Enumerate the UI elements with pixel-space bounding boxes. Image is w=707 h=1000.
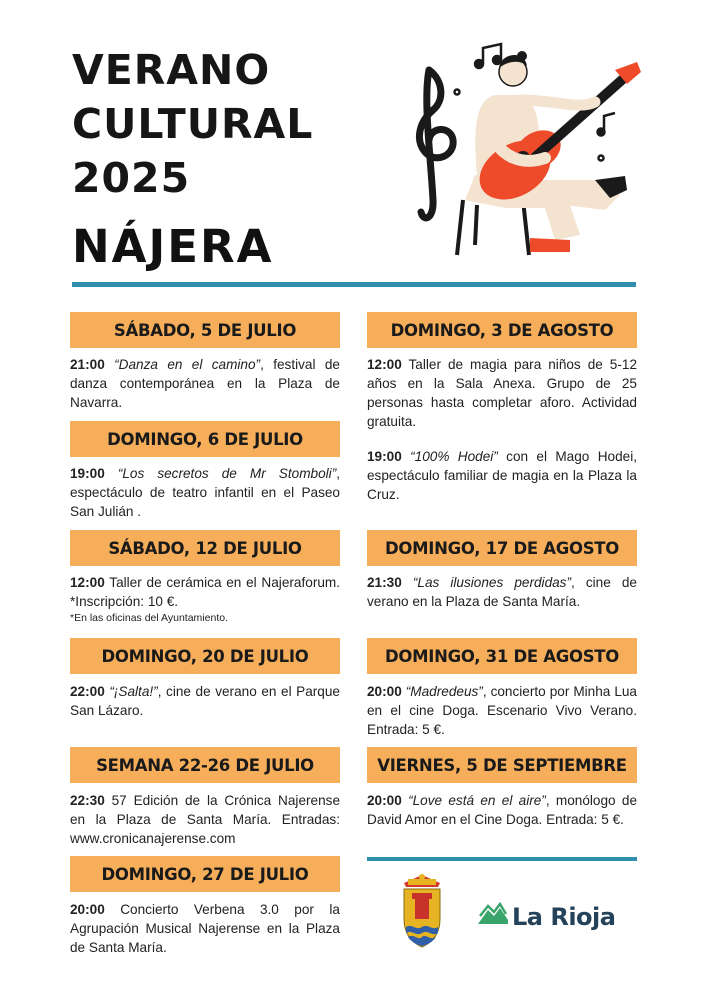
header-domingo-17-agosto: DOMINGO, 17 DE AGOSTO bbox=[367, 530, 637, 566]
title-line-1: VERANO bbox=[72, 46, 271, 94]
bottom-divider bbox=[367, 857, 637, 861]
event-note: *En las oficinas del Ayuntamiento. bbox=[70, 612, 228, 624]
header-domingo-3-agosto: DOMINGO, 3 DE AGOSTO bbox=[367, 312, 637, 348]
najera-coat-of-arms-icon bbox=[398, 873, 446, 949]
event-semana-22-26-julio: 22:30 57 Edición de la Crónica Najerense en la Plaza de Santa María. Entradas: www.cronicanajerense.com bbox=[70, 793, 341, 846]
event-domingo-17-agosto: 21:30 “Las ilusiones perdidas”, cine de verano en la Plaza de Santa María. bbox=[367, 575, 637, 609]
event-sabado-5-julio: 21:00 “Danza en el camino”, festival de danza contemporánea en la Plaza de Navarra. bbox=[70, 357, 340, 410]
event-domingo-6-julio: 19:00 “Los secretos de Mr Stomboli”, espectáculo de teatro infantil en el Paseo San Julián . bbox=[70, 466, 340, 519]
header-semana-22-26-julio: SEMANA 22-26 DE JULIO bbox=[70, 747, 340, 783]
event-domingo-20-julio: 22:00 “¡Salta!”, cine de verano en el Parque San Lázaro. bbox=[70, 684, 340, 718]
event-domingo-31-agosto: 20:00 “Madredeus”, concierto por Minha Lua en el cine Doga. Escenario Vivo Verano. Entrada: 5 €. bbox=[367, 684, 637, 737]
treble-clef-icon bbox=[419, 70, 453, 218]
header-sabado-5-julio: SÁBADO, 5 DE JULIO bbox=[70, 312, 340, 348]
header-domingo-27-julio: DOMINGO, 27 DE JULIO bbox=[70, 856, 340, 892]
title-line-3: 2025 bbox=[72, 154, 191, 202]
guitar-player-illustration bbox=[405, 40, 650, 265]
header-sabado-12-julio: SÁBADO, 12 DE JULIO bbox=[70, 530, 340, 566]
event-domingo-3-agosto-2: 19:00 “100% Hodei” con el Mago Hodei, espectáculo familiar de magia en la Plaza la Cruz. bbox=[367, 449, 638, 502]
la-rioja-logo-text: La Rioja bbox=[512, 903, 616, 931]
city-title: NÁJERA bbox=[72, 220, 274, 273]
header-domingo-20-julio: DOMINGO, 20 DE JULIO bbox=[70, 638, 340, 674]
event-sabado-12-julio: 12:00 Taller de cerámica en el Najeraforum. *Inscripción: 10 €. bbox=[70, 575, 341, 609]
la-rioja-mountains-icon bbox=[478, 902, 508, 926]
event-domingo-27-julio: 20:00 Concierto Verbena 3.0 por la Agrupación Musical Najerense en la Plaza de Santa María. bbox=[70, 902, 340, 955]
header-domingo-6-julio: DOMINGO, 6 DE JULIO bbox=[70, 421, 340, 457]
top-divider bbox=[72, 282, 636, 287]
title-line-2: CULTURAL bbox=[72, 100, 314, 148]
header-domingo-31-agosto: DOMINGO, 31 DE AGOSTO bbox=[367, 638, 637, 674]
event-viernes-5-septiembre: 20:00 “Love está en el aire”, monólogo de David Amor en el Cine Doga. Entrada: 5 €. bbox=[367, 793, 638, 827]
header-viernes-5-septiembre: VIERNES, 5 DE SEPTIEMBRE bbox=[367, 747, 637, 783]
event-domingo-3-agosto-1: 12:00 Taller de magia para niños de 5-12 años en la Sala Anexa. Grupo de 25 personas hasta completar aforo. Actividad gratuita. bbox=[367, 357, 638, 429]
